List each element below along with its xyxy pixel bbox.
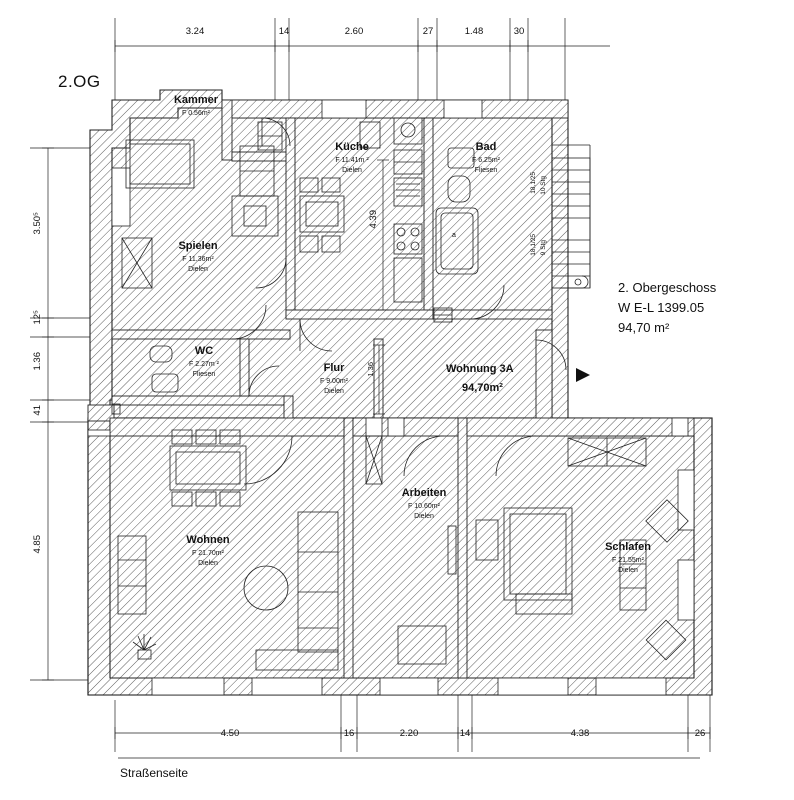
dim-top-6: 30: [513, 26, 525, 37]
apartment-area: 94,70m²: [462, 382, 503, 394]
dim-bottom-2: 16: [343, 728, 355, 739]
room-floor-wohnen: Dielen: [198, 560, 218, 567]
info-line-1: 2. Obergeschoss: [618, 280, 717, 295]
room-label-flur: Flur: [323, 362, 345, 374]
room-floor-bad: Fliesen: [474, 167, 498, 174]
stair-riser-2: 18,1/25: [530, 234, 537, 256]
street-label: Straßenseite: [120, 766, 189, 780]
dim-top-4: 27: [422, 26, 434, 37]
dim-bottom-5: 4.38: [570, 728, 590, 739]
room-area-bad: F 6.25m²: [471, 157, 501, 164]
dim-left-5: 4.85: [32, 535, 43, 554]
room-label-arbeiten: Arbeiten: [401, 487, 447, 499]
room-label-bad: Bad: [475, 141, 497, 153]
room-area-kueche: F 11.41m ²: [335, 157, 369, 164]
info-line-3: 94,70 m²: [618, 320, 670, 335]
info-line-2: W E-L 1399.05: [618, 300, 705, 315]
dim-bottom-4: 14: [459, 728, 471, 739]
dim-bottom-3: 2.20: [399, 728, 419, 739]
dim-left-1: 3.50⁵: [32, 212, 43, 235]
room-floor-flur: Dielen: [324, 388, 344, 395]
dim-top-5: 1.48: [464, 26, 484, 37]
dim-interior-2: 1.36: [366, 362, 375, 377]
dim-interior-1: 4.39: [368, 210, 379, 229]
room-label-kammer: Kammer: [173, 94, 219, 106]
room-label-wohnen: Wohnen: [186, 534, 230, 546]
room-area-wohnen: F 21.70m²: [192, 550, 224, 557]
stair-count-1: 10 Stg: [540, 176, 547, 195]
dim-left-2: 12⁵: [32, 310, 43, 325]
floor-label: 2.OG: [58, 72, 101, 91]
room-floor-schlafen: Dielen: [618, 567, 638, 574]
room-area-spielen: F 11.36m²: [182, 256, 214, 263]
dim-bottom-1: 4.50: [220, 728, 240, 739]
room-floor-kueche: Dielen: [342, 167, 362, 174]
room-area-kammer: F 0.56m²: [181, 110, 211, 117]
dim-top-2: 14: [278, 26, 290, 37]
stair-riser-1: 18,1/25: [530, 172, 537, 194]
dim-top-3: 2.60: [344, 26, 364, 37]
room-label-kueche: Küche: [335, 141, 369, 153]
dim-left-3: 1.36: [32, 352, 43, 371]
dim-bottom-6: 26: [694, 728, 706, 739]
room-floor-wc: Fliesen: [192, 371, 216, 378]
room-floor-arbeiten: Dielen: [414, 513, 434, 520]
room-area-flur: F 9.00m²: [319, 378, 349, 385]
room-label-spielen: Spielen: [178, 240, 218, 252]
room-area-wc: F 2.27m ²: [189, 361, 219, 368]
room-floor-spielen: Dielen: [188, 266, 208, 273]
dim-top-1: 3.24: [185, 26, 205, 37]
bath-fixture-label: a: [452, 232, 456, 239]
apartment-name: Wohnung 3A: [446, 363, 514, 375]
room-area-arbeiten: F 10.60m²: [408, 503, 440, 510]
stair-count-2: 9 Stg: [540, 240, 547, 256]
room-area-schlafen: F 21.55m²: [612, 557, 644, 564]
room-label-schlafen: Schlafen: [605, 541, 651, 553]
room-label-wc: WC: [194, 345, 214, 357]
dim-left-4: 41: [32, 405, 43, 416]
